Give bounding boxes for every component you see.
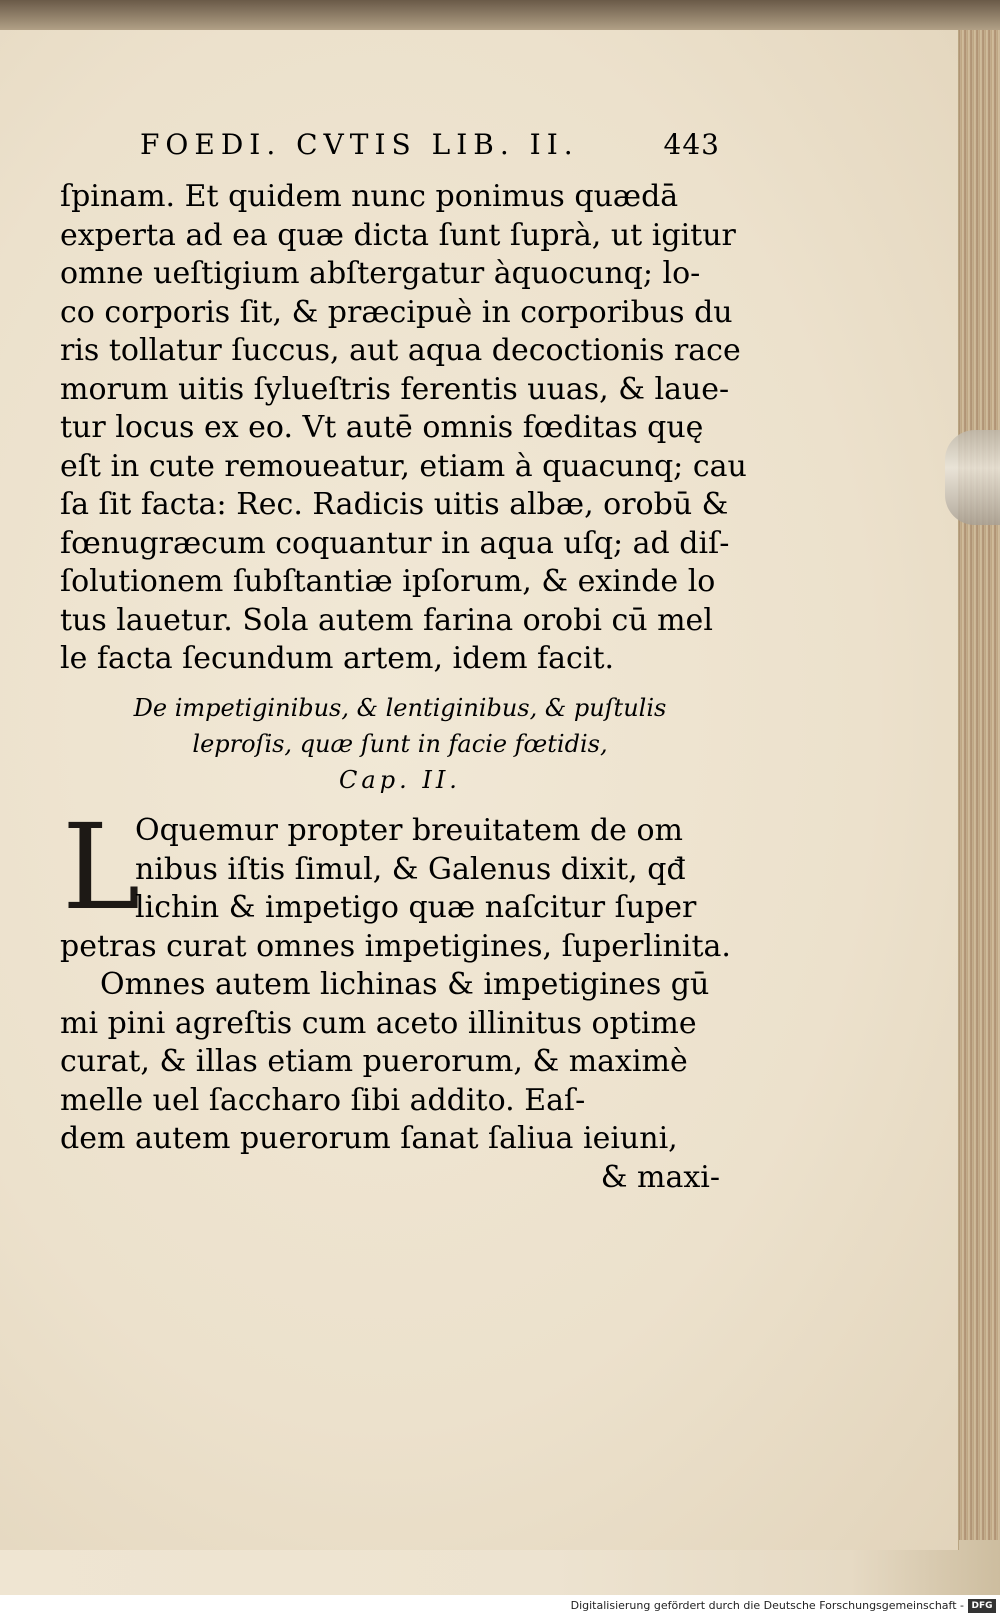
- text-line: ſolutionem ſubſtantiæ ipſorum, & exinde lo: [60, 564, 716, 599]
- chapter-number: Cap. II.: [339, 766, 461, 794]
- drop-cap: L: [62, 798, 141, 936]
- text-line: nibus iſtis ſimul, & Galenus dixit, qđ: [135, 851, 686, 887]
- text-line: mi pini agreſtis cum aceto illinitus optime: [60, 1005, 697, 1041]
- chapter-title-line-1: De impetiginibus, & lentiginibus, & puſtulis: [133, 694, 667, 722]
- text-block-bottom: [60, 798, 760, 1197]
- text-line: lichin & impetigo quæ naſcitur ſuper: [135, 890, 697, 925]
- text-line: morum uitis ſylueſtris ferentis uuas, & laue-: [60, 371, 730, 407]
- text-line: experta ad ea quæ dicta ſunt ſuprà, ut igitur: [60, 217, 736, 253]
- catchword: & maxi-: [600, 1159, 720, 1195]
- footer-credit: Digitalisierung gefördert durch die Deutsche Forschungsgemeinschaft -: [570, 1599, 964, 1612]
- chapter-heading: [90, 690, 710, 798]
- running-title: FOEDI. CVTIS LIB. II.: [140, 128, 579, 161]
- text-line: eſt in cute remoueatur, etiam à quacunq; cau: [60, 448, 747, 484]
- text-line: curat, & illas etiam puerorum, & maximè: [60, 1044, 688, 1079]
- text-line: petras curat omnes impetigines, ſuperlinita.: [60, 928, 731, 964]
- text-line: ſpinam. Et quidem nunc ponimus quædā: [60, 179, 679, 214]
- book-clasp: [945, 430, 1000, 525]
- text-line: Omnes autem lichinas & impetigines gū: [100, 967, 710, 1002]
- page-number: 443: [663, 128, 720, 161]
- text-line: melle uel ſaccharo ſibi addito. Eaſ-: [60, 1082, 586, 1118]
- digitization-footer: [0, 1595, 1000, 1617]
- chapter-title-line-2: leproſis, quæ ſunt in facie fœtidis,: [192, 730, 608, 758]
- text-block-top: [60, 178, 760, 679]
- text-line: omne ueſtigium abſtergatur àquocunq; lo-: [60, 256, 701, 291]
- text-line: ſa ſit facta: Rec. Radicis uitis albæ, orobū &: [60, 487, 729, 522]
- text-line: tus lauetur. Sola autem farina orobi cū mel: [60, 602, 713, 638]
- text-line: dem autem puerorum ſanat ſaliua ieiuni,: [60, 1121, 678, 1156]
- text-line: co corporis ſit, & præcipuè in corporibus du: [60, 294, 733, 330]
- dfg-logo: DFG: [968, 1599, 996, 1613]
- text-line: tur locus ex eo. Vt autē omnis fœditas quę: [60, 410, 704, 445]
- text-line: le facta ſecundum artem, idem facit.: [60, 641, 615, 676]
- running-header: [140, 128, 720, 161]
- text-line: ris tollatur ſuccus, aut aqua decoctionis race: [60, 333, 741, 368]
- text-line: fœnugræcum coquantur in aqua uſq; ad diſ-: [60, 525, 730, 561]
- page-edges: [953, 30, 1000, 1540]
- text-line: Oquemur propter breuitatem de om: [135, 813, 683, 848]
